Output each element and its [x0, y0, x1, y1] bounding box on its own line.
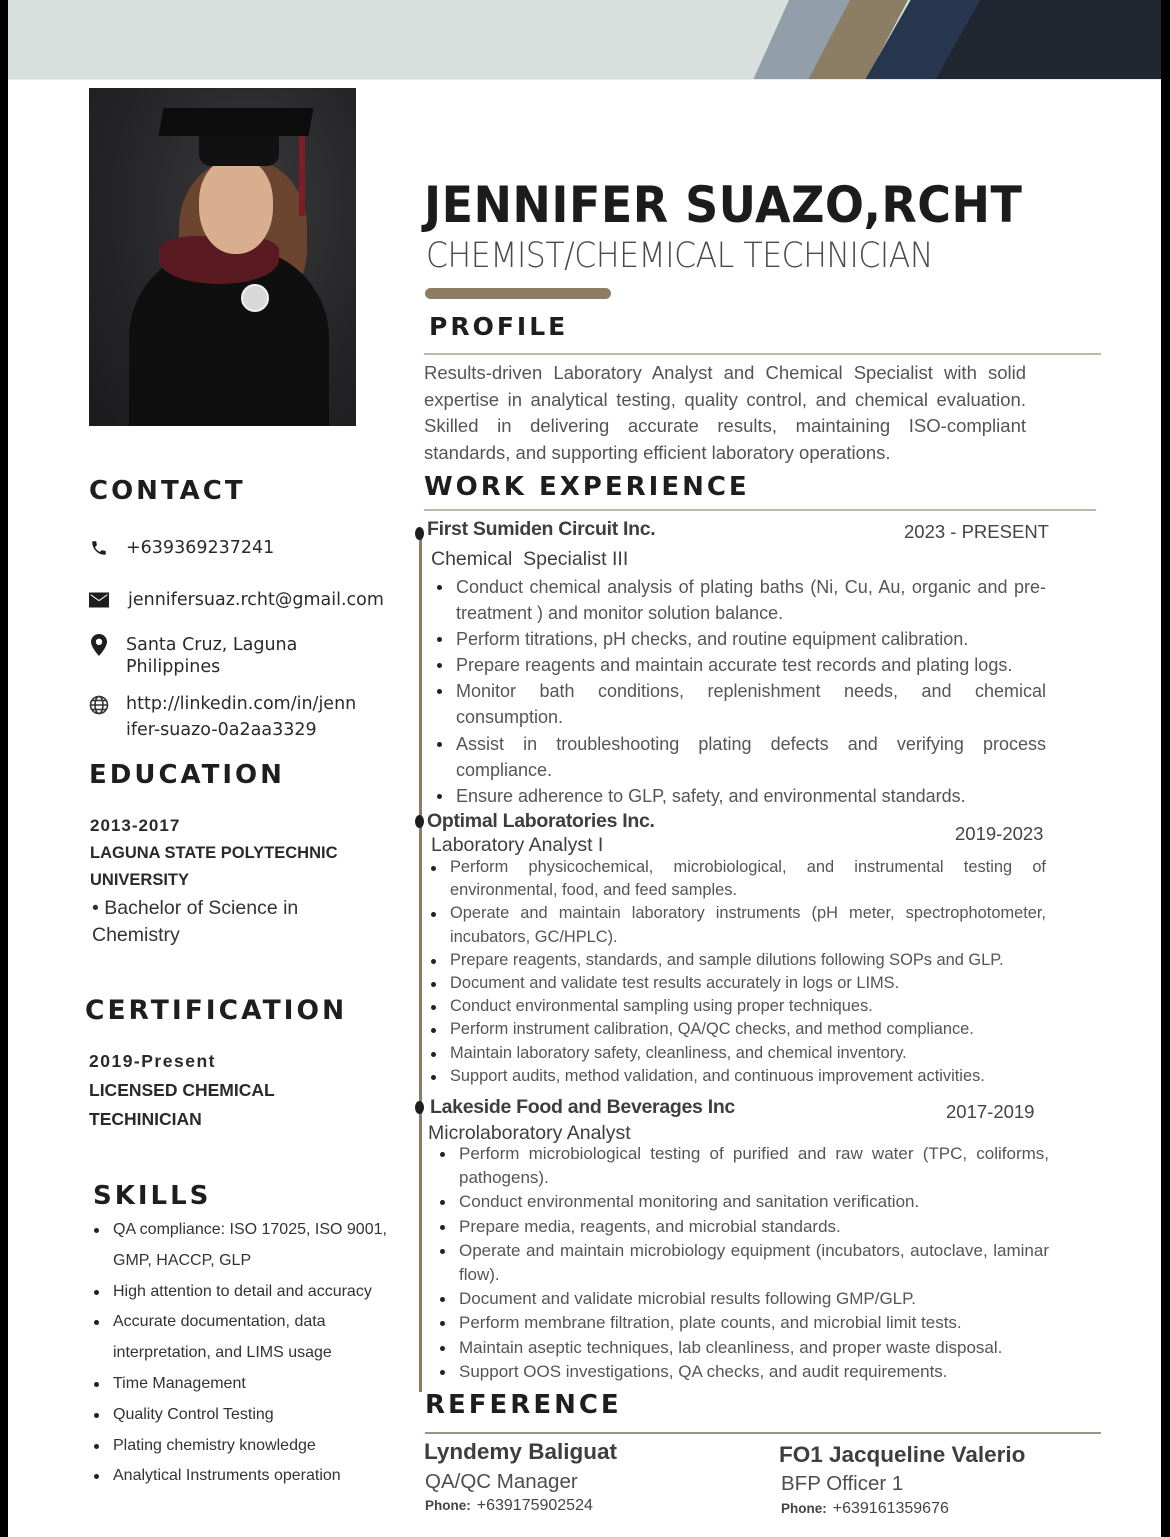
job-bullet: Document and validate microbial results following GMP/GLP. — [459, 1287, 1049, 1311]
job-company: Lakeside Food and Beverages Inc — [430, 1096, 735, 1118]
envelope-icon — [88, 589, 110, 611]
job-company: Optimal Laboratories Inc. — [427, 810, 655, 832]
job-bullet: Support OOS investigations, QA checks, and audit requirements. — [459, 1360, 1049, 1384]
skill-item: Accurate documentation, data interpretation, and LIMS usage — [92, 1307, 392, 1369]
timeline-dot — [415, 527, 424, 540]
contact-linkedin — [88, 694, 356, 743]
job-bullet: Prepare media, reagents, and microbial standards. — [459, 1215, 1049, 1239]
address-text: Santa Cruz, Laguna Philippines — [126, 635, 298, 677]
contact-heading: CONTACT — [89, 476, 246, 506]
job-dates: 2017-2019 — [946, 1101, 1035, 1122]
education-school: LAGUNA STATE POLYTECHNIC UNIVERSITY — [90, 844, 338, 889]
certification-heading: CERTIFICATION — [85, 995, 348, 1026]
education-years: 2013-2017 — [90, 816, 181, 835]
timeline-dot — [415, 1101, 424, 1114]
contact-phone — [88, 537, 274, 559]
candidate-name: JENNIFER SUAZO,RCHT — [424, 176, 1023, 234]
job-dates: 2019-2023 — [955, 823, 1044, 844]
job-bullet: Prepare reagents, standards, and sample dilutions following SOPs and GLP. — [450, 949, 1046, 972]
job-bullet: Operate and maintain laboratory instruments (pH meter, spectrophotometer, incubators, GC/HPLC). — [450, 902, 1046, 948]
certification-name: LICENSED CHEMICAL TECHINICIAN — [89, 1080, 275, 1129]
job-role: Chemical Specialist III — [431, 548, 629, 570]
job-bullet: Prepare reagents and maintain accurate test records and plating logs. — [456, 652, 1046, 678]
job-bullet: Perform physicochemical, microbiological, and instrumental testing of environmental, food, and feed samples. — [450, 856, 1046, 902]
reference-phone: Phone: +639175902524 — [425, 1497, 593, 1514]
job-bullet: Perform membrane filtration, plate counts, and microbial limit tests. — [459, 1311, 1049, 1335]
job-bullet: Assist in troubleshooting plating defects and verifying process compliance. — [456, 731, 1046, 783]
location-pin-icon — [88, 634, 110, 656]
contact-address — [88, 634, 297, 678]
reference-name: FO1 Jacqueline Valerio — [779, 1442, 1026, 1467]
job-bullets — [456, 574, 1046, 809]
profile-heading: PROFILE — [429, 312, 569, 341]
job-bullet: Perform instrument calibration, QA/QC checks, and method compliance. — [450, 1018, 1046, 1041]
job-bullet: Conduct environmental monitoring and sanitation verification. — [459, 1190, 1049, 1214]
skill-item: Plating chemistry knowledge — [92, 1431, 392, 1462]
profile-divider — [424, 353, 1101, 355]
job-dates: 2023 - PRESENT — [904, 521, 1049, 542]
profile-summary: Results-driven Laboratory Analyst and Chemical Specialist with solid expertise in analytical testing, quality control, and chemical evaluation. Skilled in delivering accurate results, maintaining ISO-compliant standards, and supporting efficient laboratory operations. — [424, 362, 1026, 463]
candidate-title: CHEMIST/CHEMICAL TECHNICIAN — [426, 236, 933, 276]
job-bullets — [459, 1142, 1049, 1384]
job-bullet: Ensure adherence to GLP, safety, and environmental standards. — [456, 783, 1046, 809]
job-bullet: Operate and maintain microbiology equipment (incubators, autoclave, laminar flow). — [459, 1239, 1049, 1287]
email-address[interactable]: jennifersuaz.rcht@gmail.com — [128, 590, 384, 610]
job-bullet: Conduct environmental sampling using proper techniques. — [450, 995, 1046, 1018]
job-bullet: Maintain aseptic techniques, lab cleanliness, and proper waste disposal. — [459, 1336, 1049, 1360]
accent-bar — [425, 288, 611, 299]
education-degree: • Bachelor of Science in Chemistry — [92, 897, 299, 946]
phone-number[interactable]: +639369237241 — [126, 538, 275, 558]
skills-list — [92, 1215, 392, 1492]
job-bullets — [450, 856, 1046, 1088]
skills-heading: SKILLS — [93, 1181, 212, 1211]
skill-item: High attention to detail and accuracy — [92, 1277, 392, 1308]
job-bullet: Document and validate test results accurately in logs or LIMS. — [450, 972, 1046, 995]
job-bullet: Conduct chemical analysis of plating baths (Ni, Cu, Au, organic and pre-treatment ) and monitor solution balance. — [456, 574, 1046, 626]
job-bullet: Perform microbiological testing of purified and raw water (TPC, coliforms, pathogens). — [459, 1142, 1049, 1190]
linkedin-url[interactable]: http://linkedin.com/in/jenn ifer-suazo-0a2aa3329 — [126, 694, 357, 740]
timeline-line — [419, 530, 422, 1392]
certification-years: 2019-Present — [89, 1051, 216, 1071]
job-role: Laboratory Analyst I — [431, 834, 604, 856]
resume-page — [8, 0, 1161, 1537]
reference-heading: REFERENCE — [425, 1390, 622, 1420]
profile-photo — [89, 88, 356, 426]
work-experience-heading: WORK EXPERIENCE — [424, 472, 750, 502]
reference-divider — [425, 1432, 1101, 1434]
education-heading: EDUCATION — [89, 760, 285, 790]
globe-icon — [88, 694, 110, 716]
skill-item: QA compliance: ISO 17025, ISO 9001, GMP, HACCP, GLP — [92, 1215, 392, 1277]
job-role: Microlaboratory Analyst — [428, 1122, 631, 1144]
job-company: First Sumiden Circuit Inc. — [427, 518, 656, 540]
job-bullet: Support audits, method validation, and continuous improvement activities. — [450, 1065, 1046, 1088]
skill-item: Quality Control Testing — [92, 1400, 392, 1431]
job-bullet: Monitor bath conditions, replenishment needs, and chemical consumption. — [456, 678, 1046, 730]
reference-role: QA/QC Manager — [425, 1470, 578, 1493]
timeline-dot — [415, 815, 424, 828]
skill-item: Time Management — [92, 1369, 392, 1400]
reference-name: Lyndemy Baliguat — [424, 1439, 617, 1464]
header-band — [8, 0, 1161, 80]
contact-email — [88, 589, 384, 611]
skill-item: Analytical Instruments operation — [92, 1461, 392, 1492]
job-bullet: Perform titrations, pH checks, and routine equipment calibration. — [456, 626, 1046, 652]
phone-icon — [88, 537, 110, 559]
work-experience-divider — [424, 509, 1096, 511]
reference-role: BFP Officer 1 — [781, 1472, 904, 1495]
job-bullet: Maintain laboratory safety, cleanliness, and chemical inventory. — [450, 1042, 1046, 1065]
reference-phone: Phone: +639161359676 — [781, 1500, 949, 1517]
